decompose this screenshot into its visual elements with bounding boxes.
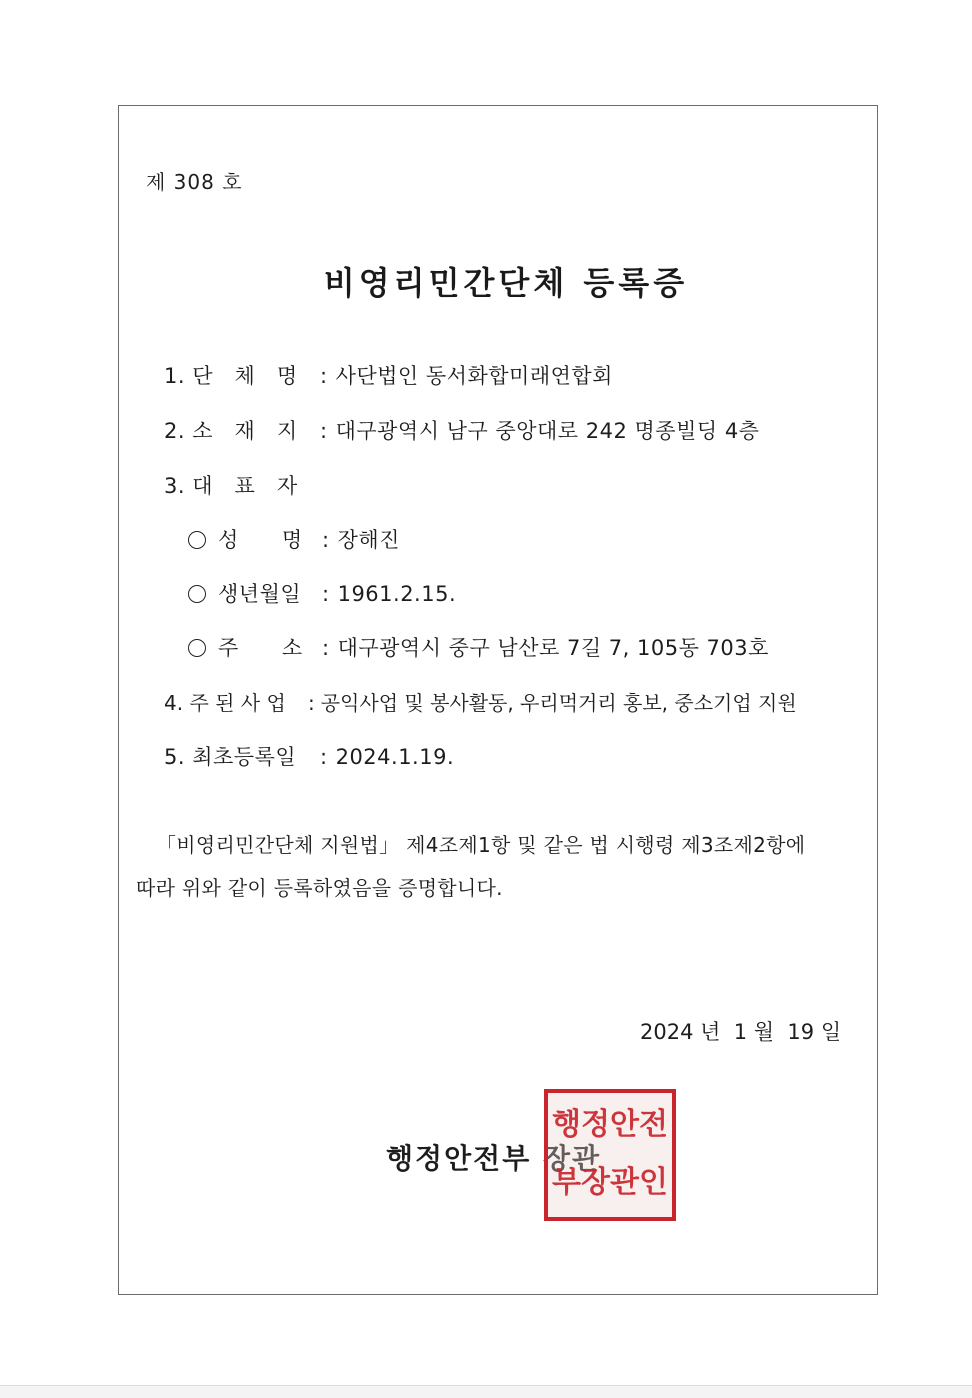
item-value: 대구광역시 중구 남산로 7길 7, 105동 703호 <box>337 636 769 660</box>
seal-glyph: 안전 <box>610 1107 668 1142</box>
item-label: 주 소 <box>218 636 303 660</box>
item-organization-name: 1. 단 체 명 : 사단법인 동서화합미래연합회 <box>164 360 613 390</box>
item-label: 1. 단 체 명 <box>164 364 298 388</box>
circle-bullet-icon <box>188 639 206 657</box>
item-first-registration-date: 5. 최초등록일 : 2024.1.19. <box>164 741 454 771</box>
item-label: 5. 최초등록일 <box>164 745 297 769</box>
official-seal-icon <box>544 1089 676 1221</box>
sub-item-address: 주 소 : 대구광역시 중구 남산로 7길 7, 105동 703호 <box>188 632 769 662</box>
item-label: 생년월일 <box>218 582 302 606</box>
item-label: 2. 소 재 지 <box>164 419 298 443</box>
seal-glyph: 행정 <box>552 1107 610 1142</box>
certification-line-2: 따라 위와 같이 등록하였음을 증명합니다. <box>136 876 503 900</box>
sub-item-birthdate: 생년월일 : 1961.2.15. <box>188 578 456 608</box>
seal-glyph: 부장 <box>552 1165 610 1200</box>
issue-date: 2024 년 1 월 19 일 <box>640 1020 842 1044</box>
circle-bullet-icon <box>188 531 206 549</box>
document-title: 비영리민간단체 등록증 <box>323 264 689 302</box>
item-value: 대구광역시 남구 중앙대로 242 명종빌딩 4층 <box>335 419 760 443</box>
item-value: 공익사업 및 봉사활동, 우리먹거리 홍보, 중소기업 지원 <box>320 691 797 715</box>
item-label: 4. 주 된 사 업 <box>164 691 286 715</box>
sub-item-name: 성 명 : 장해진 <box>188 524 400 554</box>
issuer-name: 행정안전부 장관 <box>386 1142 602 1175</box>
circle-bullet-icon <box>188 585 206 603</box>
document-number: 제 308 호 <box>146 170 243 194</box>
item-value: 장해진 <box>337 528 400 552</box>
item-location: 2. 소 재 지 : 대구광역시 남구 중앙대로 242 명종빌딩 4층 <box>164 415 759 445</box>
item-value: 1961.2.15. <box>337 582 457 606</box>
certification-text <box>136 824 806 910</box>
page-bottom-edge <box>0 1385 972 1398</box>
item-value: 사단법인 동서화합미래연합회 <box>335 364 613 388</box>
item-main-business: 4. 주 된 사 업 : 공익사업 및 봉사활동, 우리먹거리 홍보, 중소기업 지원 <box>164 687 797 716</box>
item-label: 성 명 <box>218 528 303 552</box>
item-representative <box>164 470 310 500</box>
item-label: 3. 대 표 자 <box>164 474 298 498</box>
item-value: 2024.1.19. <box>335 745 455 769</box>
certification-line-1: 「비영리민간단체 지원법」 제4조제1항 및 같은 법 시행령 제3조제2항에 <box>156 833 806 857</box>
seal-glyph: 관인 <box>610 1165 668 1200</box>
